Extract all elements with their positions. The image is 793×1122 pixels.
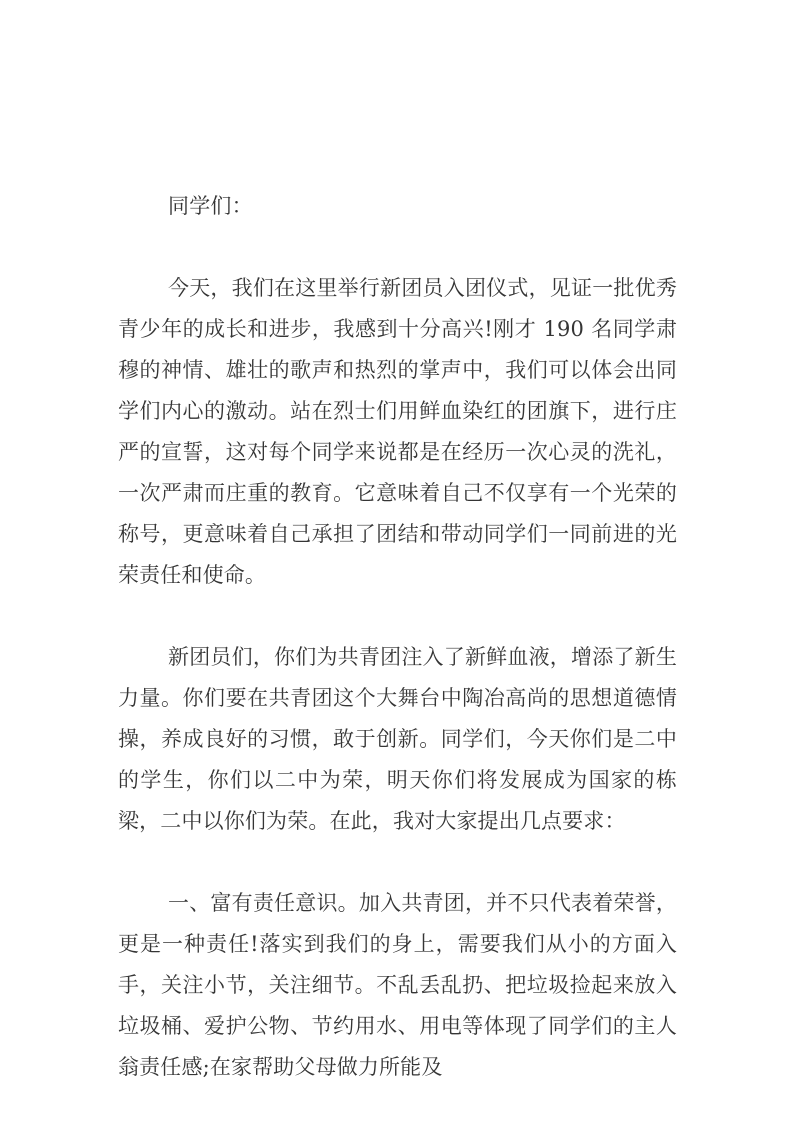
- paragraph-2: 新团员们，你们为共青团注入了新鲜血液，增添了新生力量。你们要在共青团这个大舞台中陶冶高尚的思想道德情操，养成良好的习惯，敢于创新。同学们，今天你们是二中的学生，你们以二中为荣，明天你们将发展成为国家的栋梁，二中以你们为荣。在此，我对大家提出几点要求：: [118, 645, 677, 833]
- paragraph-1: 今天，我们在这里举行新团员入团仪式，见证一批优秀青少年的成长和进步，我感到十分高兴!刚才 190 名同学肃穆的神情、雄壮的歌声和热烈的掌声中，我们可以体会出同学们内心的激动。站在烈士们用鲜血染红的团旗下，进行庄严的宣誓，这对每个同学来说都是在经历一次心灵的洗礼，一次严肃而庄重的教育。它意味着自己不仅享有一个光荣的称号，更意味着自己承担了团结和带动同学们一同前进的光荣责任和使命。: [118, 276, 677, 587]
- spacer: [118, 227, 677, 268]
- paragraph-3: 一、富有责任意识。加入共青团，并不只代表着荣誉，更是一种责任!落实到我们的身上，需要我们从小的方面入手，关注小节，关注细节。不乱丢乱扔、把垃圾捡起来放入垃圾桶、爱护公物、节约用水、用电等体现了同学们的主人翁责任感;在家帮助父母做力所能及: [118, 891, 677, 1079]
- document-body: [118, 186, 677, 1088]
- salutation: 同学们：: [168, 194, 253, 218]
